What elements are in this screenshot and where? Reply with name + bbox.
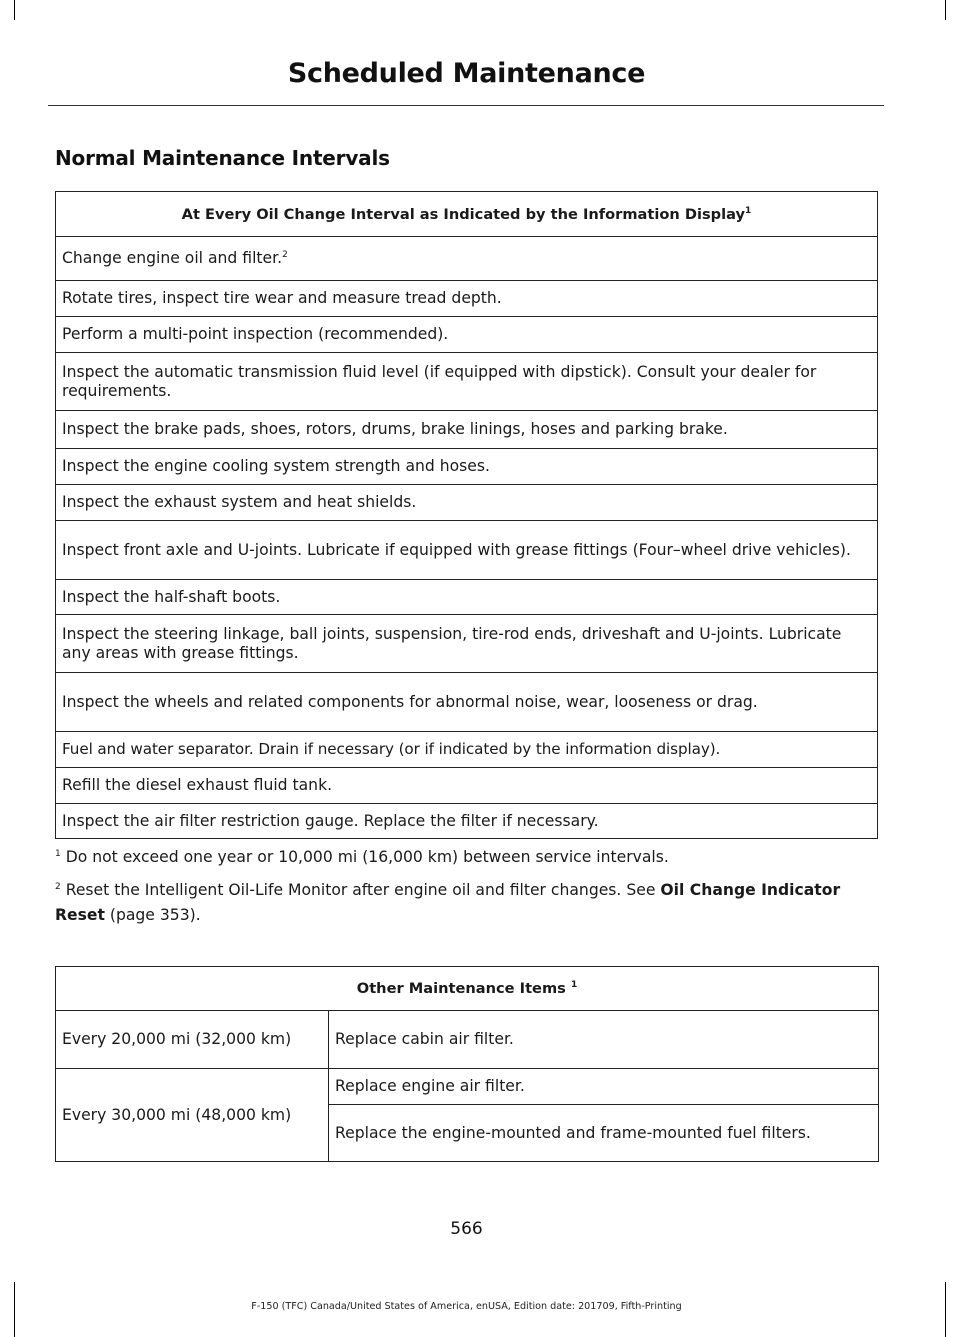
table-row <box>56 237 878 281</box>
table-row <box>56 580 878 615</box>
footnote-2: $^2$ Reset the Intelligent Oil-Life Monitor after engine oil and filter changes. See Oil Change Indicator Reset (page 353). <box>55 881 841 924</box>
table-cell: Inspect the air filter restriction gauge. Replace the filter if necessary. <box>56 804 878 839</box>
oil-change-interval-table <box>55 191 878 839</box>
table-cell: Inspect the wheels and related components for abnormal noise, wear, looseness or drag. <box>56 673 878 732</box>
table-row <box>56 521 878 580</box>
section-title: Normal Maintenance Intervals <box>55 146 390 170</box>
table-cell: Inspect the exhaust system and heat shields. <box>56 485 878 521</box>
table-row <box>56 411 878 449</box>
footnote-1: $^1$ Do not exceed one year or 10,000 mi (16,000 km) between service intervals. <box>55 848 669 866</box>
interval-cell: Every 30,000 mi (48,000 km) <box>56 1069 329 1162</box>
table-row <box>56 804 878 839</box>
crop-mark-top-right <box>945 0 946 20</box>
table-row <box>56 485 878 521</box>
crop-mark-top-left <box>14 0 15 20</box>
table-row <box>56 317 878 353</box>
page-number: 566 <box>450 1219 483 1239</box>
table-row <box>56 768 878 804</box>
table-cell: Rotate tires, inspect tire wear and measure tread depth. <box>56 281 878 317</box>
footnote-ref: 1 <box>570 980 578 991</box>
table-row <box>56 449 878 485</box>
task-cell: Replace cabin air filter. <box>329 1011 879 1069</box>
table-cell: Inspect the engine cooling system strength and hoses. <box>56 449 878 485</box>
table-heading: At Every Oil Change Interval as Indicated by the Information Display$^1$ <box>56 192 878 237</box>
table-row <box>56 353 878 411</box>
table-row <box>56 281 878 317</box>
cross-reference-link[interactable]: Oil Change Indicator Reset <box>55 881 841 924</box>
header-divider <box>48 105 884 106</box>
table-cell: Inspect the automatic transmission fluid level (if equipped with dipstick). Consult your dealer for requirements. <box>56 353 878 411</box>
table-cell: Inspect the steering linkage, ball joints, suspension, tire-rod ends, driveshaft and U-joints. Lubricate any areas with grease fittings. <box>56 615 878 673</box>
other-maintenance-table <box>55 966 879 1162</box>
task-cell: Replace the engine-mounted and frame-mounted fuel filters. <box>329 1105 879 1162</box>
table-cell: Inspect front axle and U-joints. Lubricate if equipped with grease fittings (Four–wheel drive vehicles). <box>56 521 878 580</box>
table-row <box>56 615 878 673</box>
crop-mark-bottom-right <box>945 1282 946 1337</box>
table-cell: Perform a multi-point inspection (recommended). <box>56 317 878 353</box>
page-footer: F-150 (TFC) Canada/United States of America, enUSA, Edition date: 201709, Fifth-Printing <box>251 1301 682 1312</box>
page-header-title: Scheduled Maintenance <box>287 58 646 89</box>
footnotes <box>55 846 883 928</box>
table-cell: Inspect the brake pads, shoes, rotors, drums, brake linings, hoses and parking brake. <box>56 411 878 449</box>
table-header-row <box>56 967 879 1011</box>
table-cell: Fuel and water separator. Drain if necessary (or if indicated by the information display). <box>56 732 878 768</box>
footnote-ref: 2 <box>282 249 288 260</box>
table-row <box>56 673 878 732</box>
interval-cell: Every 20,000 mi (32,000 km) <box>56 1011 329 1069</box>
table-row <box>56 732 878 768</box>
table-cell: Inspect the half-shaft boots. <box>56 580 878 615</box>
table-heading: Other Maintenance Items $^1$ <box>56 967 879 1011</box>
table-header-row <box>56 192 878 237</box>
table-row <box>56 1069 879 1105</box>
table-cell: Change engine oil and filter.$^2$ <box>56 237 878 281</box>
table-row <box>56 1011 879 1069</box>
table-cell: Refill the diesel exhaust fluid tank. <box>56 768 878 804</box>
footnote-ref: 1 <box>745 205 752 216</box>
task-cell: Replace engine air filter. <box>329 1069 879 1105</box>
